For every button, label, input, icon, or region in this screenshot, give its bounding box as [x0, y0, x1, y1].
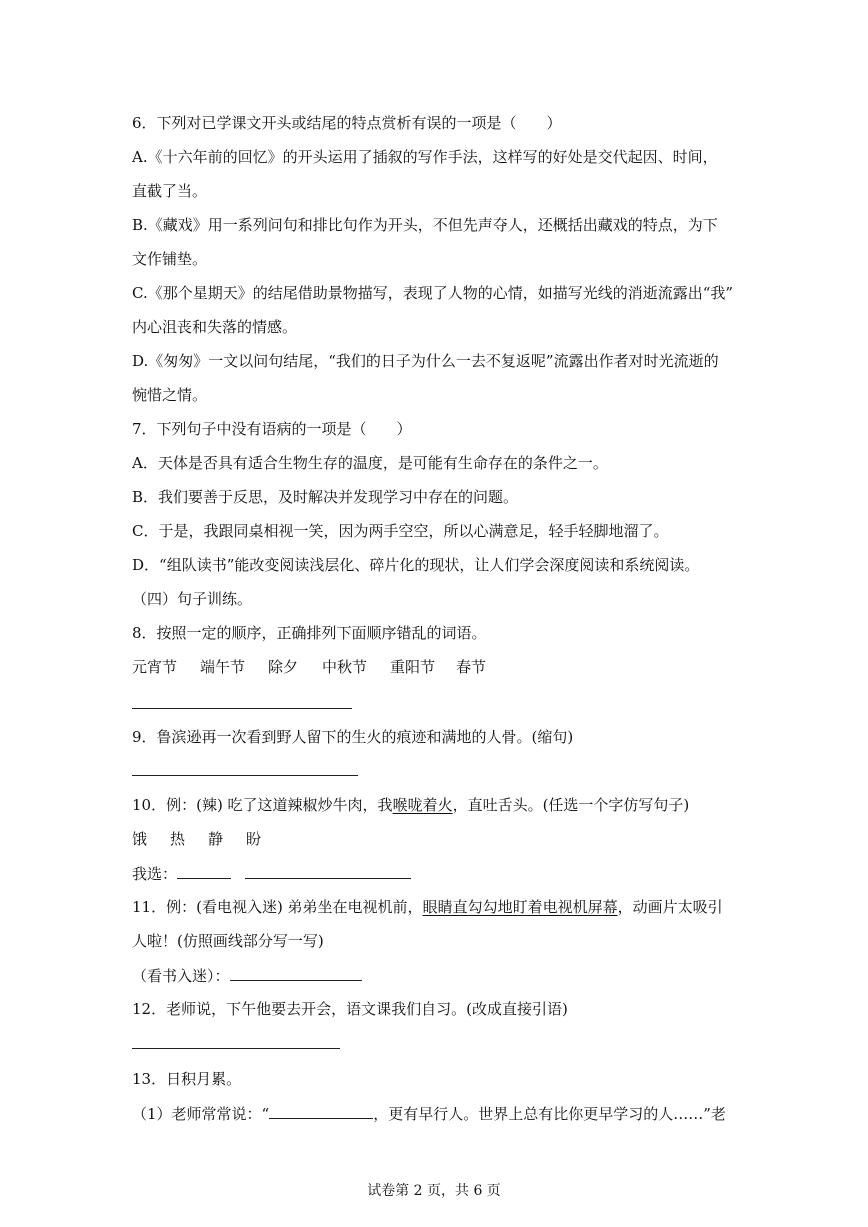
q8-word: 元宵节: [132, 658, 178, 676]
q6-option-c-line2: 内心沮丧和失落的情感。: [132, 318, 298, 336]
q8-word: 除夕: [268, 658, 299, 676]
q11-text-pre: 11．例：(看电视入迷) 弟弟坐在电视机前，: [132, 898, 423, 916]
q11-text-post: ，动画片太吸引: [617, 898, 723, 916]
q7-option-b: B．我们要善于反思，及时解决并发现学习中存在的问题。: [132, 488, 519, 506]
q10-char: 饿: [132, 830, 148, 848]
q10-char: 热: [170, 830, 186, 848]
q11-stem: [132, 898, 723, 916]
q6-option-b-line1: B.《藏戏》用一系列问句和排比句作为开头，不但先声夺人，还概括出藏戏的特点，为下: [132, 216, 718, 234]
q7-option-c: C．于是，我跟同桌相视一笑，因为两手空空，所以心满意足，轻手轻脚地溜了。: [132, 522, 669, 540]
q6-stem: 6．下列对已学课文开头或结尾的特点赏析有误的一项是（ ）: [132, 114, 562, 132]
q8-answer-line[interactable]: [132, 708, 352, 709]
page-footer: 试卷第 2 页，共 6 页: [367, 1183, 501, 1199]
q11-prompt-row: [132, 966, 362, 985]
q8-word: 端午节: [200, 658, 246, 676]
q8-word: 中秋节: [322, 658, 368, 676]
q13-sub1-blank[interactable]: [269, 1104, 373, 1119]
q10-text-post: ，直吐舌头。(任选一个字仿写句子): [452, 796, 690, 814]
q10-char: 盼: [246, 830, 262, 848]
q7-stem: 7．下列句子中没有语病的一项是（ ）: [132, 420, 412, 438]
section-heading: （四）句子训练。: [132, 590, 253, 608]
q10-choose-label: 我选：: [132, 865, 178, 883]
q6-option-a-line2: 直截了当。: [132, 182, 208, 200]
q6-option-c-line1: C.《那个星期天》的结尾借助景物描写，表现了人物的心情，如描写光线的消逝流露出“我”: [132, 284, 734, 302]
q13-sub1-pre: （1）老师常常说：“: [132, 1105, 270, 1123]
q11-stem-line2: 人啦！(仿照画线部分写一写): [132, 932, 324, 950]
q6-option-a-line1: A.《十六年前的回忆》的开头运用了插叙的写作手法，这样写的好处是交代起因、时间，: [132, 148, 718, 166]
q11-underlined-example: 眼睛直勾勾地盯着电视机屏幕: [422, 898, 618, 916]
q8-word: 重阳节: [390, 658, 436, 676]
q8-stem: 8．按照一定的顺序，正确排列下面顺序错乱的词语。: [132, 624, 487, 642]
q9-answer-line[interactable]: [132, 775, 358, 776]
q10-text-pre: 10．例：(辣) 吃了这道辣椒炒牛肉，我: [132, 796, 393, 814]
q7-option-d: D．“组队读书”能改变阅读浅层化、碎片化的现状，让人们学会深度阅读和系统阅读。: [132, 556, 700, 574]
q13-stem: 13．日积月累。: [132, 1070, 242, 1088]
q11-answer-blank[interactable]: [230, 966, 362, 981]
q10-sentence-blank[interactable]: [245, 864, 411, 879]
q6-option-b-line2: 文作铺垫。: [132, 250, 208, 268]
q10-choose-blank[interactable]: [177, 864, 231, 879]
q7-option-a: A．天体是否具有适合生物生存的温度，是可能有生命存在的条件之一。: [132, 454, 608, 472]
q6-option-d-line1: D.《匆匆》一文以问句结尾，“我们的日子为什么一去不复返呢”流露出作者对时光流逝的: [132, 352, 719, 370]
q13-sub1: [132, 1104, 726, 1123]
q12-answer-line[interactable]: [132, 1048, 340, 1049]
q8-word-list: [132, 658, 496, 676]
q8-word: 春节: [456, 658, 487, 676]
q13-sub1-post: ，更有早行人。世界上总有比你更早学习的人……”老: [373, 1105, 726, 1123]
q6-option-d-line2: 惋惜之情。: [132, 386, 208, 404]
q10-char-list: [132, 830, 266, 848]
q11-prompt: （看书入迷）：: [132, 967, 230, 985]
q10-stem: [132, 796, 689, 814]
q10-underlined-example: 喉咙着火: [392, 796, 453, 814]
q12-stem: 12．老师说，下午他要去开会，语文课我们自习。(改成直接引语): [132, 1000, 568, 1018]
q9-stem: 9．鲁滨逊再一次看到野人留下的生火的痕迹和满地的人骨。(缩句): [132, 728, 574, 746]
q10-char: 静: [208, 830, 224, 848]
q10-choose-row: [132, 864, 411, 883]
